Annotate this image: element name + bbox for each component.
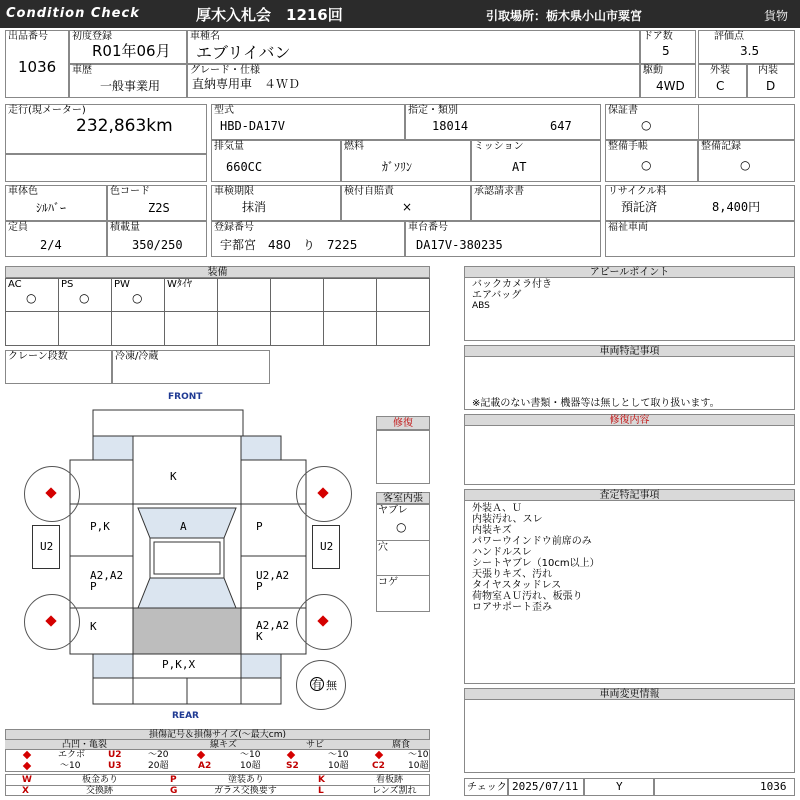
note-line-8: タイヤスタッドレス [472, 580, 562, 591]
load-label: 積載量 [110, 222, 140, 233]
changes-box [464, 699, 795, 773]
note-line-9: 荷物室ＡＵ汚れ、板張り [472, 591, 583, 602]
code-x-text: 交換跡 [86, 786, 114, 796]
equip-ps-mark: ○ [79, 291, 90, 305]
record-label: 整備記録 [701, 141, 741, 152]
crane-label: クレーン段数 [8, 351, 68, 362]
legend-dent-r2: U3 [108, 761, 122, 771]
check-date: 2025/07/11 [512, 780, 579, 793]
appeal-line-1: バックカメラ付き [472, 279, 552, 290]
chassis-label: 車台番号 [408, 222, 448, 233]
windshield [138, 508, 236, 538]
legend-title: 損傷記号＆損傷サイズ(～最大cm) [5, 729, 430, 740]
mark-front-door-right: P [256, 520, 263, 533]
fuel-value: ｶﾞｿﾘﾝ [382, 160, 413, 174]
interior-value: D [766, 79, 776, 93]
code-k-key: K [318, 775, 325, 785]
legend-dent-c3: ～20 [148, 750, 169, 760]
tire-rear-left [24, 594, 80, 650]
legend-scratch-title: 線キズ [210, 740, 237, 750]
grade-label: グレード・仕様 [190, 65, 260, 76]
inspection-value: 抹消 [242, 200, 267, 214]
inspection-label: 車検期限 [214, 186, 254, 197]
repair-box [464, 425, 795, 485]
color-code-value: Z2S [148, 201, 170, 215]
legend-rust-title: サビ [306, 740, 325, 750]
doors-value: 5 [662, 44, 670, 58]
code-l-key: L [318, 786, 324, 796]
record-value: ○ [740, 158, 751, 172]
drive-value: 4WD [656, 79, 685, 93]
welfare-label: 福祉車両 [608, 222, 648, 233]
car-name-label: 車種名 [190, 31, 220, 42]
color-label: 車体色 [8, 186, 38, 197]
equip-wtire-label: Wﾀｲﾔ [167, 279, 192, 290]
mission-value: AT [512, 160, 527, 174]
model-label: 型式 [214, 105, 234, 116]
score-value: 3.5 [740, 44, 760, 58]
manual-label: 整備手帳 [608, 141, 648, 152]
approval-label: 承認請求書 [474, 186, 524, 197]
note-line-2: 内装汚れ、スレ [472, 514, 543, 525]
lot-label: 出品番号 [8, 31, 48, 42]
history-label: 車歴 [72, 65, 92, 76]
displacement-value: 660CC [226, 160, 263, 174]
liability-label: 検付自賠責 [344, 186, 394, 197]
note-line-5: ハンドルスレ [472, 547, 532, 558]
cabin-burn-label: コゲ [378, 577, 398, 588]
equipment-title: 装備 [5, 266, 430, 278]
hood-panel [133, 436, 241, 504]
code-g-text: ガラス交換要す [214, 786, 277, 796]
legend-dent-c1: エクボ [58, 750, 86, 760]
recycle-label: リサイクル料 [608, 186, 667, 197]
repair-title: 修復内容 [464, 414, 795, 426]
grade-value: 直納専用車 ４ＷＤ [192, 77, 301, 91]
warranty-value: ○ [641, 118, 652, 132]
notes-title: 査定特記事項 [464, 489, 795, 501]
reg-label: 登録番号 [214, 222, 254, 233]
lot-value: 1036 [18, 58, 57, 76]
appeal-title: アピールポイント [464, 266, 795, 278]
note-line-7: 天張りキズ、汚れ [472, 569, 553, 580]
code-w-key: W [22, 775, 32, 785]
legend-dent-r3: 20超 [148, 761, 169, 771]
tire-rear-right [296, 594, 352, 650]
legend-corrosion-r3: 10超 [408, 761, 429, 771]
front-lamp-left [93, 436, 133, 460]
auction-name: 厚木入札会 1216回 [196, 6, 343, 24]
score-label: 評価点 [714, 31, 744, 42]
spec-label: 指定・類別 [408, 105, 458, 116]
note-line-6: シートヤブレ（10cm以上） [472, 558, 600, 569]
history-value: 一般事業用 [100, 79, 161, 93]
check-label: チェック [467, 782, 507, 793]
header-title: Condition Check [6, 6, 140, 21]
reg-value: 宇都宮 480 り 7225 [220, 238, 358, 252]
displacement-label: 排気量 [214, 141, 244, 152]
first-reg-label: 初度登録 [72, 31, 112, 42]
warranty-label: 保証書 [608, 105, 638, 116]
code-w-text: 板金あり [82, 775, 119, 785]
doors-label: ドア数 [643, 31, 673, 42]
front-lamp-right [241, 436, 281, 460]
legend-dent-title: 凸凹・亀裂 [62, 740, 108, 750]
spec-value-1: 18014 [432, 119, 469, 133]
code-p-text: 塗装あり [228, 775, 265, 785]
special-title: 車両特記事項 [464, 345, 795, 357]
first-reg-value: R01年06月 [92, 42, 171, 60]
cabin-tear-label: ヤブレ [378, 505, 408, 516]
capacity-label: 定員 [8, 222, 28, 233]
note-line-10: ロアサポート歪み [472, 602, 552, 613]
mark-rear-door-right: U2,A2 P [256, 569, 290, 593]
equip-pw-label: PW [114, 279, 130, 290]
legend-corrosion-c3: ～10 [408, 750, 429, 760]
spec-value-2: 647 [550, 119, 572, 133]
mark-side-right: U2 [320, 540, 334, 553]
color-value: ｼﾙﾊﾞｰ [36, 201, 67, 215]
mark-rear-door-left: A2,A2 P [90, 569, 124, 593]
repair-side-title: 修復 [376, 416, 430, 430]
rear-lamp-right [241, 654, 281, 678]
note-line-1: 外装Ａ、Ｕ [472, 503, 522, 514]
mileage-sub-cell [5, 154, 207, 182]
cabin-title: 客室内張 [376, 492, 430, 504]
car-name-value: エブリイバン [196, 43, 291, 62]
roof-inner [154, 542, 220, 574]
mark-quarter-right: A2,A2 K [256, 619, 290, 643]
mileage-label: 走行(現メーター) [8, 105, 86, 116]
mark-side-left: U2 [40, 540, 54, 553]
model-value: HBD-DA17V [220, 119, 286, 133]
chassis-value: DA17V-380235 [416, 238, 503, 252]
equip-pw-mark: ○ [132, 291, 143, 305]
exterior-value: C [716, 79, 725, 93]
exterior-label: 外装 [710, 65, 730, 76]
check-mark: Y [616, 780, 623, 793]
code-l-text: レンズ割れ [372, 786, 417, 796]
mileage-value: 232,863km [76, 116, 173, 136]
fuel-label: 燃料 [344, 141, 364, 152]
appeal-line-2: エアバッグ [472, 290, 522, 301]
rear-glass [138, 578, 236, 608]
equip-ac-label: AC [8, 279, 22, 290]
check-lot: 1036 [760, 780, 787, 793]
tire-front-right [296, 466, 352, 522]
changes-title: 車両変更情報 [464, 688, 795, 700]
capacity-value: 2/4 [40, 238, 62, 252]
code-x-key: X [22, 786, 29, 796]
cabin-hole-label: 穴 [378, 542, 388, 553]
equip-ps-label: PS [61, 279, 74, 290]
legend-scratch-c2: A2 [198, 761, 212, 771]
recycle-value: 8,400円 [712, 200, 761, 214]
drive-label: 駆動 [643, 65, 663, 76]
load-value: 350/250 [132, 238, 183, 252]
rear-lamp-left [93, 654, 133, 678]
freezer-label: 冷凍/冷蔵 [115, 351, 159, 362]
note-line-3: 内装キズ [472, 525, 512, 536]
note-line-4: パワーウインドウ前席のみ [472, 536, 592, 547]
mark-quarter-left: K [90, 620, 97, 633]
appeal-line-3: ABS [472, 301, 490, 311]
legend-dent-r1: ～10 [60, 761, 81, 771]
liability-value: × [402, 200, 413, 214]
legend-corrosion-c2: C2 [372, 761, 385, 771]
mark-windshield: A [180, 520, 187, 533]
front-door-right [241, 504, 306, 556]
manual-value: ○ [641, 158, 652, 172]
rear-label: REAR [172, 711, 199, 721]
mission-label: ミッション [474, 141, 524, 152]
equip-ac-mark: ○ [26, 291, 37, 305]
mark-tailgate: P,K,X [162, 658, 196, 671]
code-g-key: G [170, 786, 178, 796]
interior-label: 内装 [758, 65, 778, 76]
legend-rust-c2: S2 [286, 761, 299, 771]
recycle-status: 預託済 [621, 200, 658, 214]
legend-scratch-c3: ～10 [240, 750, 261, 760]
code-k-text: 看板跡 [376, 775, 404, 785]
legend-dent-c2: U2 [108, 750, 122, 760]
special-note: ※記載のない書類・機器等は無しとして取り扱います。 [472, 398, 720, 409]
mark-front-door-left: P,K [90, 520, 110, 533]
legend-corrosion-title: 腐食 [392, 740, 411, 750]
vehicle-category: 貨物 [764, 9, 789, 23]
rear-quarter-left [70, 608, 133, 654]
cabin-tear-mark: ○ [396, 520, 407, 534]
repair-side-box [376, 430, 430, 484]
legend-rust-r3: 10超 [328, 761, 349, 771]
front-label: FRONT [168, 392, 203, 402]
color-code-label: 色コード [110, 186, 150, 197]
spare-yes: 有 [311, 678, 323, 691]
warranty-blank [698, 104, 795, 140]
legend-scratch-r3: 10超 [240, 761, 261, 771]
legend-rust-c3: ～10 [328, 750, 349, 760]
pickup-location: 引取場所：栃木県小山市粟宮 [486, 9, 643, 23]
tire-front-left [24, 466, 80, 522]
front-bumper [93, 410, 243, 436]
mark-hood: K [170, 470, 177, 483]
spare-none: 無 [326, 679, 337, 692]
code-p-key: P [170, 775, 177, 785]
cargo-floor [133, 608, 241, 654]
